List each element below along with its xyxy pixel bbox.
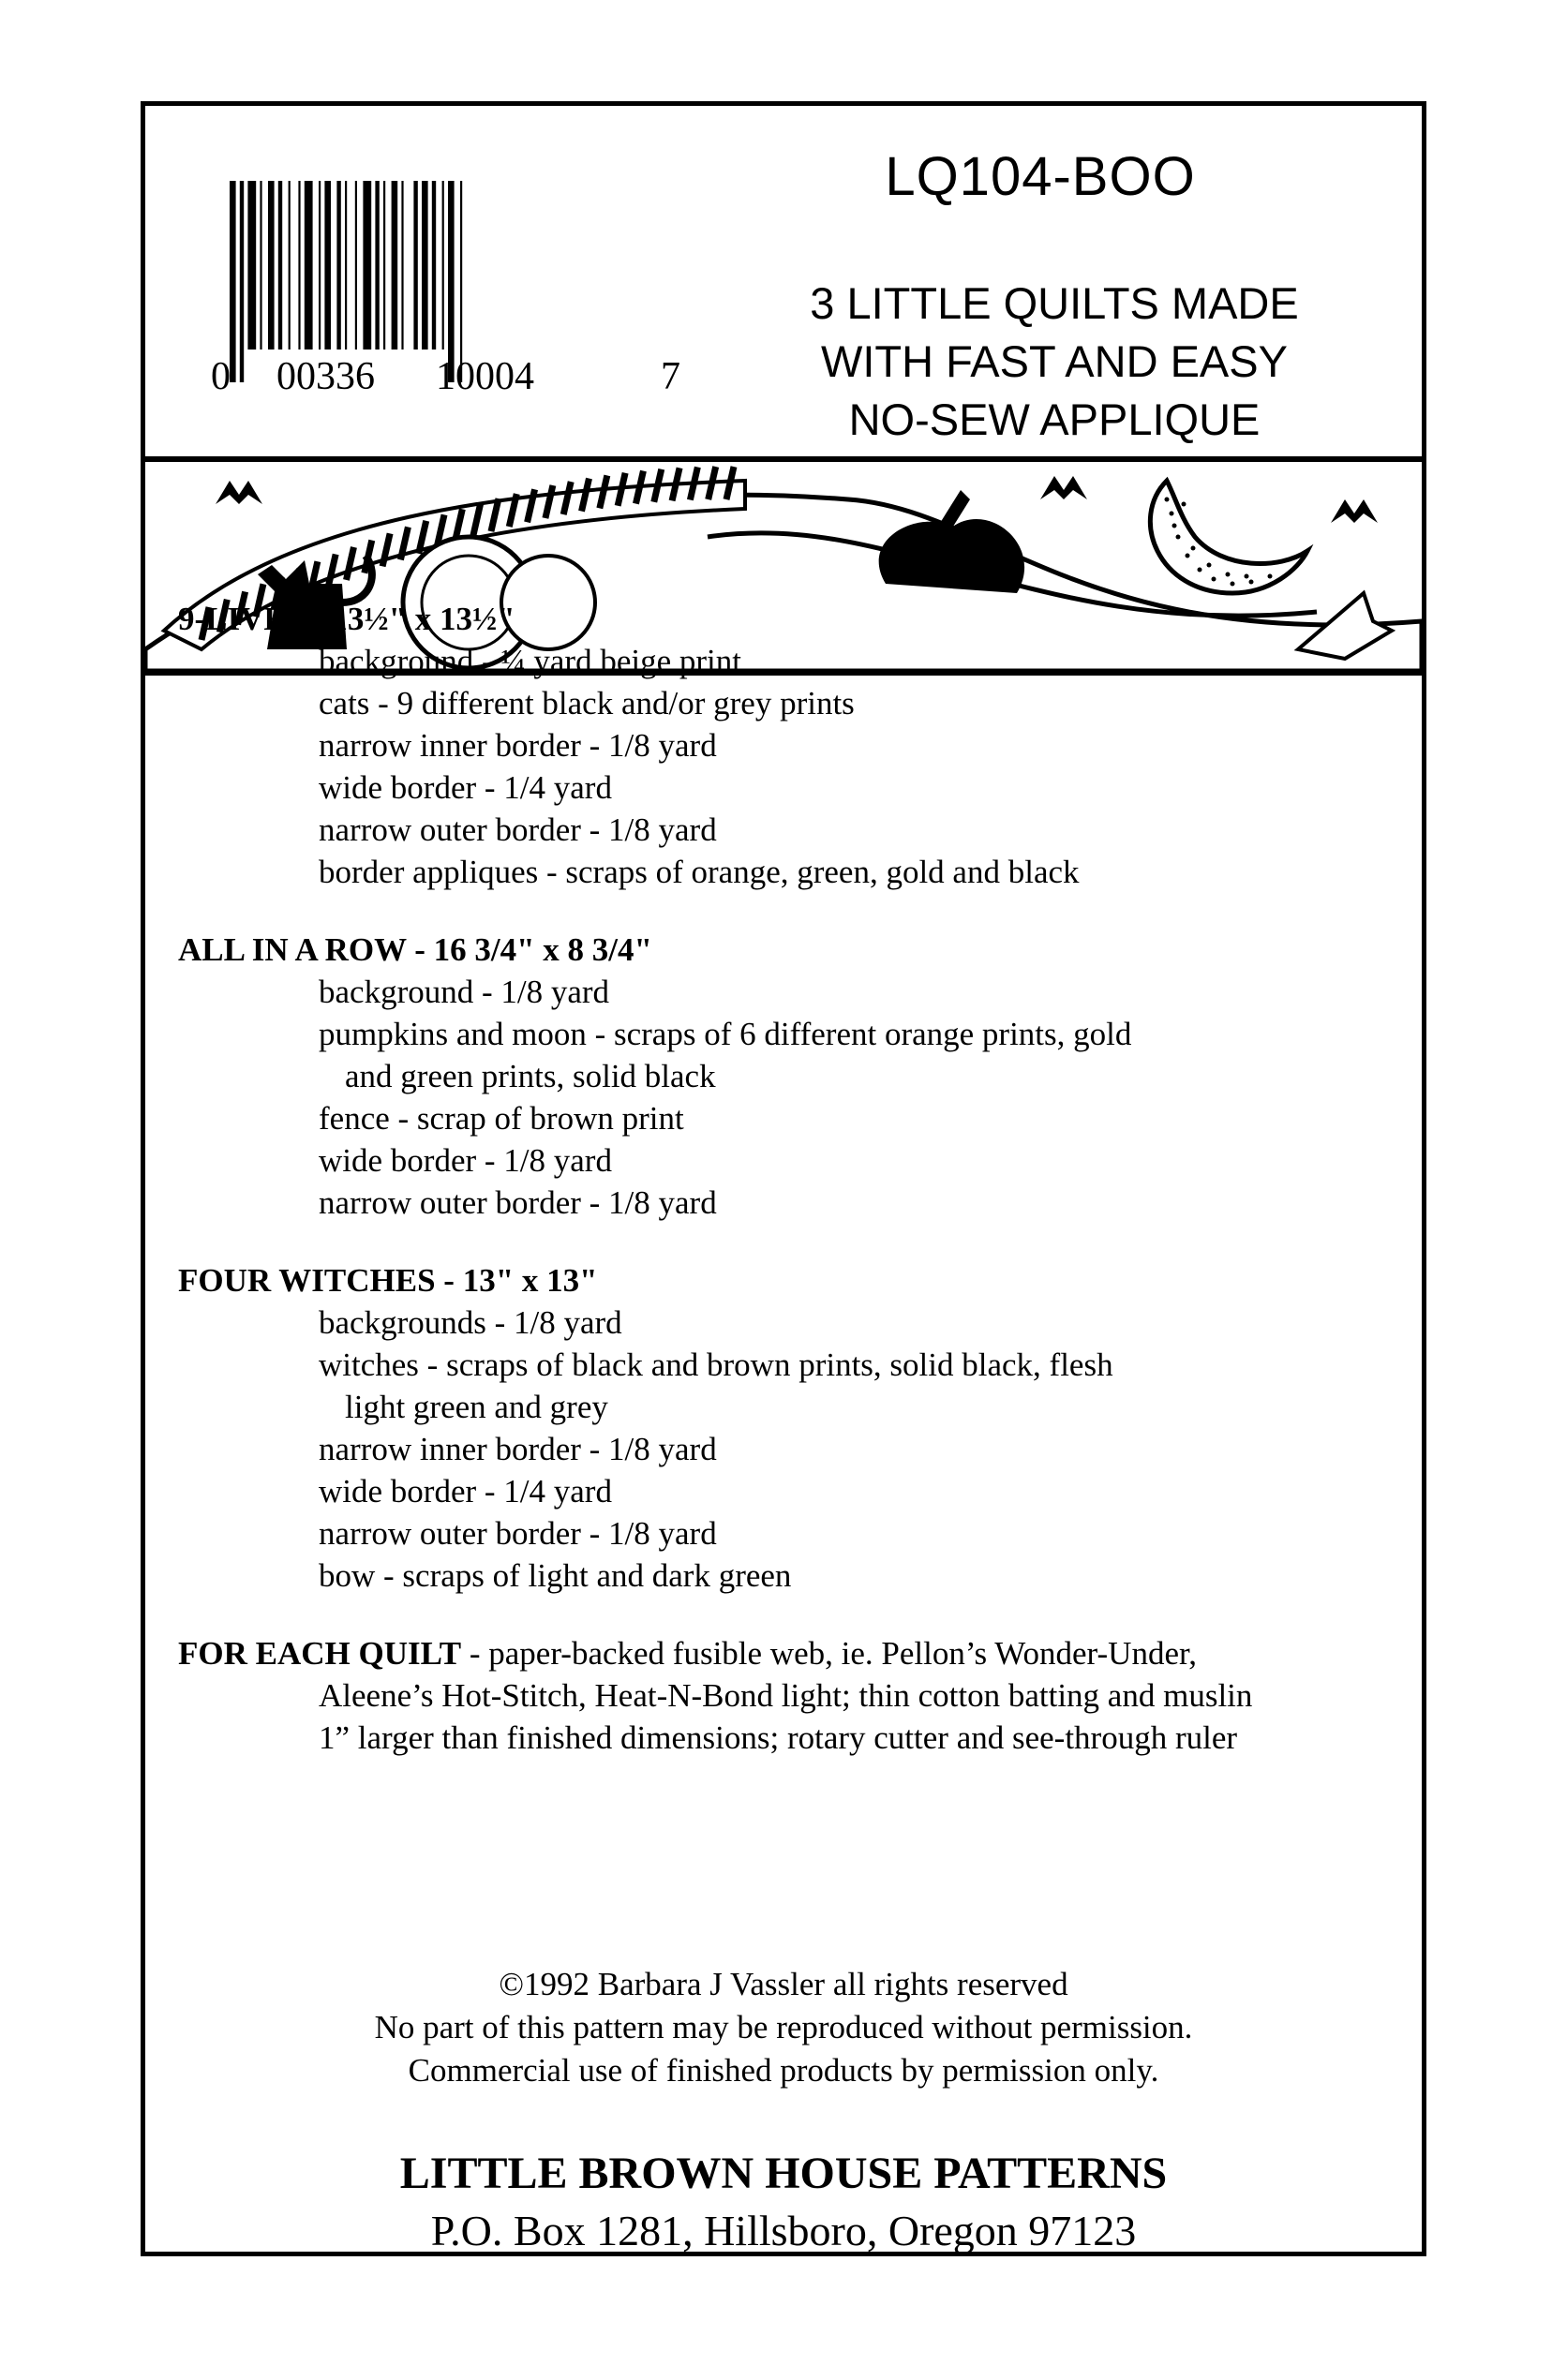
barcode-digit-product: 10004 bbox=[436, 355, 534, 398]
barcode-bar bbox=[422, 181, 428, 350]
barcode-bar bbox=[298, 181, 300, 350]
tagline bbox=[726, 275, 1382, 449]
barcode-bar bbox=[260, 181, 261, 350]
barcode-digit-manufacturer: 00336 bbox=[276, 355, 375, 398]
barcode-bar bbox=[363, 181, 371, 350]
for-each-line: Aleene’s Hot-Stitch, Heat-N-Bond light; thin cotton batting and muslin bbox=[319, 1677, 1253, 1714]
company-name: LITTLE BROWN HOUSE PATTERNS bbox=[399, 2149, 1168, 2198]
moon-icon bbox=[1150, 481, 1307, 593]
barcode-bar bbox=[305, 181, 313, 350]
moon-dot bbox=[1207, 563, 1212, 568]
copyright-notice bbox=[141, 1963, 1426, 2092]
barcode-bar bbox=[355, 181, 357, 350]
moon-dot bbox=[1182, 502, 1186, 507]
material-item: narrow outer border - 1/8 yard bbox=[319, 811, 717, 848]
section-all-in-a-row bbox=[178, 929, 1396, 1224]
material-item: background - ¼ yard beige print bbox=[319, 643, 741, 679]
material-item-continued: light green and grey bbox=[345, 1389, 608, 1425]
material-item: backgrounds - 1/8 yard bbox=[319, 1304, 622, 1341]
barcode-bar bbox=[319, 181, 321, 350]
tagline-line: 3 LITTLE QUILTS MADE bbox=[810, 278, 1299, 328]
material-item: cats - 9 different black and/or grey prints bbox=[319, 685, 855, 721]
barcode-bar bbox=[432, 181, 436, 350]
barcode-bar bbox=[442, 181, 444, 350]
barcode-bar bbox=[247, 181, 256, 350]
tagline-line: NO-SEW APPLIQUE bbox=[848, 394, 1261, 444]
moon-dot bbox=[1176, 535, 1181, 540]
barcode-digit-check: 7 bbox=[661, 355, 680, 398]
moon-dot bbox=[1245, 574, 1249, 579]
section-four-witches bbox=[178, 1259, 1396, 1597]
materials-list bbox=[178, 598, 1396, 1759]
material-item: pumpkins and moon - scraps of 6 different orange prints, gold bbox=[319, 1016, 1132, 1052]
material-item: wide border - 1/8 yard bbox=[319, 1142, 612, 1179]
material-item: narrow outer border - 1/8 yard bbox=[319, 1184, 717, 1221]
material-item: wide border - 1/4 yard bbox=[319, 1473, 612, 1510]
moon-dot bbox=[1191, 546, 1196, 551]
copyright-line: ©1992 Barbara J Vassler all rights reserved bbox=[499, 1966, 1068, 2002]
moon-dot bbox=[1268, 574, 1273, 579]
barcode-bar bbox=[375, 181, 379, 350]
material-item: background - 1/8 yard bbox=[319, 974, 610, 1010]
barcode-bar bbox=[336, 181, 340, 350]
barcode-bar bbox=[268, 181, 275, 350]
header bbox=[145, 106, 1422, 462]
barcode-bar bbox=[401, 181, 403, 350]
material-item: bow - scraps of light and dark green bbox=[319, 1557, 792, 1594]
for-each-quilt bbox=[178, 1632, 1396, 1759]
barcode-bar bbox=[383, 181, 385, 350]
material-item: narrow inner border - 1/8 yard bbox=[319, 1431, 717, 1467]
material-item: narrow inner border - 1/8 yard bbox=[319, 727, 717, 764]
copyright-line: No part of this pattern may be reproduced without permission. bbox=[374, 2009, 1193, 2045]
material-item: wide border - 1/4 yard bbox=[319, 769, 612, 806]
moon-dot bbox=[1231, 582, 1235, 587]
barcode-digits bbox=[211, 354, 736, 401]
material-item-continued: and green prints, solid black bbox=[345, 1058, 716, 1094]
material-item: border appliques - scraps of orange, green, gold and black bbox=[319, 854, 1080, 890]
moon-dot bbox=[1249, 580, 1254, 585]
pattern-code: LQ104-BOO bbox=[885, 146, 1196, 207]
moon-dot bbox=[1172, 524, 1177, 528]
moon-dot bbox=[1186, 554, 1190, 558]
material-item: fence - scrap of brown print bbox=[319, 1100, 684, 1137]
moon-dot bbox=[1212, 577, 1216, 582]
for-each-line: 1” larger than finished dimensions; rotary cutter and see-through ruler bbox=[319, 1719, 1238, 1756]
section-title: ALL IN A ROW - 16 3/4" x 8 3/4" bbox=[178, 931, 652, 968]
material-item: witches - scraps of black and brown prints, solid black, flesh bbox=[319, 1346, 1113, 1383]
for-each-title: FOR EACH QUILT bbox=[178, 1635, 462, 1672]
barcode-digit-system: 0 bbox=[211, 355, 231, 398]
for-each-line: - paper-backed fusible web, ie. Pellon’s Wonder-Under, bbox=[461, 1635, 1197, 1672]
barcode-bar bbox=[230, 181, 236, 382]
section-title: FOUR WITCHES - 13" x 13" bbox=[178, 1262, 598, 1299]
barcode-bar bbox=[345, 181, 347, 350]
moon-dot bbox=[1170, 512, 1174, 516]
moon-dot bbox=[1198, 568, 1202, 573]
moon-dot bbox=[1226, 573, 1231, 577]
material-item: narrow outer border - 1/8 yard bbox=[319, 1515, 717, 1552]
barcode-bar bbox=[448, 181, 455, 382]
section-title: 9-LIVES - 13½" x 13½" bbox=[178, 601, 515, 637]
company-address: P.O. Box 1281, Hillsboro, Oregon 97123 bbox=[430, 2207, 1137, 2254]
barcode-bar bbox=[278, 181, 282, 350]
barcode-bar bbox=[460, 181, 462, 382]
copyright-line: Commercial use of finished products by permission only. bbox=[408, 2052, 1159, 2089]
tagline-line: WITH FAST AND EASY bbox=[821, 336, 1288, 386]
barcode-bar bbox=[324, 181, 331, 350]
barcode-bar bbox=[413, 181, 417, 350]
barcode-bar bbox=[289, 181, 291, 350]
moon-dot bbox=[1165, 498, 1170, 502]
barcode-bar bbox=[240, 181, 244, 382]
section-9-lives bbox=[178, 598, 1396, 893]
publisher bbox=[141, 2146, 1426, 2260]
barcode-bar bbox=[392, 181, 398, 350]
